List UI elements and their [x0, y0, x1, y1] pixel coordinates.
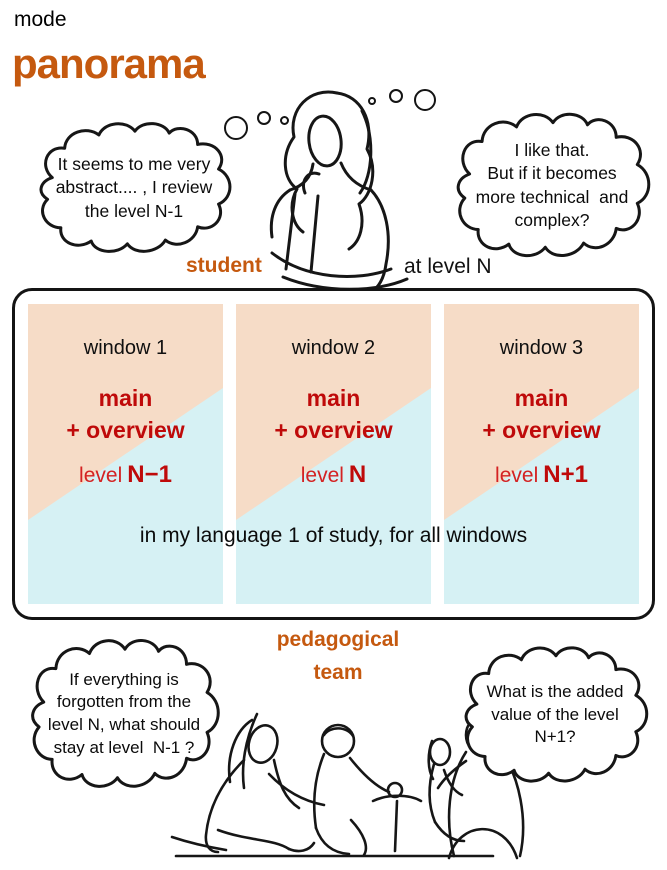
mode-label: mode	[14, 8, 67, 31]
window-3	[444, 304, 639, 604]
window-2-content-label: main + overview	[274, 385, 393, 443]
window-2-level: level N	[300, 461, 367, 489]
thought-bubble-bottom-left	[12, 633, 236, 795]
thought-trail-circle	[280, 116, 289, 125]
thought-bubble-text: It seems to me very abstract.... , I review the level N-1	[55, 154, 213, 221]
thought-bubble-top-left	[20, 117, 248, 259]
thought-bubble-text: If everything is forgotten from the level N, what should stay at level N-1 ?	[47, 669, 201, 757]
team-label: pedagogical team	[276, 628, 400, 684]
student-level-note: at level N	[404, 255, 492, 278]
window-1	[28, 304, 223, 604]
thought-trail-circle	[389, 89, 403, 103]
window-1-title: window 1	[83, 337, 168, 359]
panel-caption: in my language 1 of study, for all windows	[139, 524, 528, 547]
thought-bubble-top-right	[437, 107, 667, 264]
thought-bubble-text: What is the added value of the level N+1?	[486, 682, 624, 747]
window-2	[236, 304, 431, 604]
window-3-content-label: main + overview	[482, 385, 601, 443]
student-label: student	[186, 254, 262, 277]
window-1-content-label: main + overview	[66, 385, 185, 443]
thought-trail-circle	[368, 97, 376, 105]
thought-bubble-text: I like that. But if it becomes more technical and complex?	[475, 139, 629, 230]
window-1-level: level N−1	[79, 461, 172, 489]
thought-trail-circle	[414, 89, 436, 111]
window-3-title: window 3	[499, 337, 584, 359]
window-2-title: window 2	[291, 337, 376, 359]
thought-trail-circle	[257, 111, 271, 125]
thought-bubble-bottom-right	[446, 641, 664, 789]
window-3-level: level N+1	[495, 461, 588, 489]
page-title: panorama	[12, 40, 205, 87]
windows-panel	[12, 288, 655, 620]
